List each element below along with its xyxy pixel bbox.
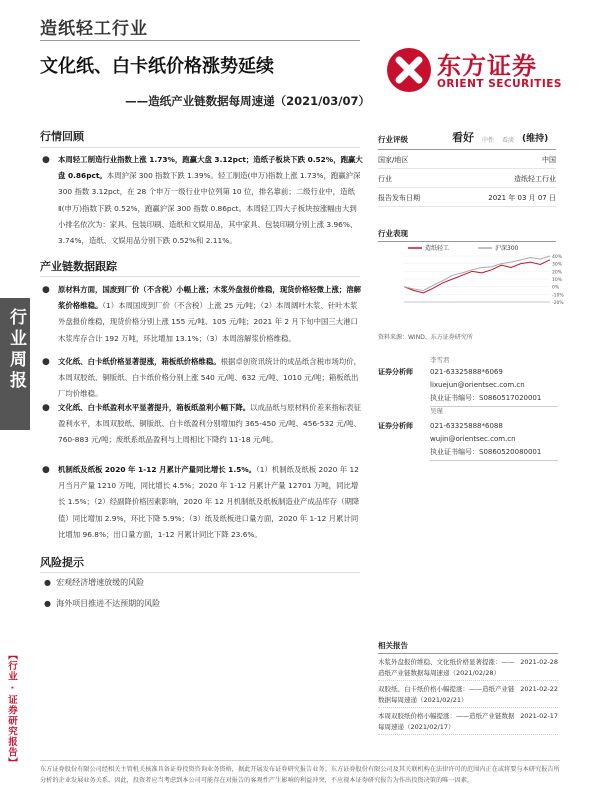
rating-status: (维持) bbox=[522, 134, 549, 144]
item-bold: 原材料方面，国废到厂价（不含税）小幅上涨；木浆外盘报价维稳，现货价格轻微上涨；溶解浆价格维稳。 bbox=[58, 285, 362, 311]
item-bold: 机制纸及纸板 2020 年 1-12 月累计产量同比增长 1.5%。 bbox=[58, 465, 257, 474]
company-logo bbox=[385, 42, 560, 102]
rating-neutral: 中性 bbox=[482, 137, 495, 144]
y-tick-label: 40% bbox=[552, 255, 563, 260]
related-reports bbox=[378, 640, 558, 735]
related-title: 相关报告 bbox=[378, 640, 558, 654]
header-divider bbox=[40, 40, 360, 41]
section-divider bbox=[40, 572, 360, 573]
y-tick-label: 10% bbox=[552, 278, 563, 283]
list-item bbox=[44, 282, 364, 347]
section-review-title: 行情回顾 bbox=[40, 130, 84, 143]
item-bold: 文化纸、白卡纸价格显著提涨，箱板纸价格维稳。 bbox=[58, 357, 221, 366]
rating-row-value: 2021 年 03 月 07 日 bbox=[488, 194, 556, 202]
rating-row-value: 造纸轻工行业 bbox=[514, 175, 556, 183]
rating-main-row bbox=[378, 128, 556, 150]
legend-label: 造纸轻工 bbox=[425, 245, 450, 252]
analyst-role: 证券分析师 bbox=[378, 422, 413, 430]
y-tick-label: -20% bbox=[552, 301, 564, 306]
risk-text: 海外项目推进不达预期的风险 bbox=[56, 599, 161, 608]
risk-text: 宏观经济增速放缓的风险 bbox=[56, 578, 145, 587]
analyst-email[interactable]: wujin@orientsec.com.cn bbox=[430, 435, 516, 444]
related-item-date: 2021-02-22 bbox=[520, 685, 558, 693]
logo-cn: 东方证券 bbox=[437, 52, 537, 80]
bullet-icon: ● bbox=[42, 465, 50, 475]
chart-source: 资料来源：WIND、东方证券研究所 bbox=[378, 334, 473, 341]
related-item-date: 2021-02-17 bbox=[520, 712, 558, 720]
bullet-icon: ● bbox=[42, 357, 50, 367]
section-divider bbox=[40, 276, 360, 277]
sidebar-report-type bbox=[0, 298, 30, 430]
rating-row bbox=[378, 169, 556, 188]
logo-en: ORIENT SECURITIES bbox=[437, 78, 562, 90]
related-item-date: 2021-02-28 bbox=[520, 658, 558, 666]
bullet-icon: ● bbox=[44, 578, 51, 587]
y-tick-label: 0% bbox=[552, 285, 560, 291]
related-item-text: 本周双胶纸价格小幅提涨：——造纸产业链数据每周速递（2021/02/17） bbox=[378, 712, 515, 731]
related-item-text: 双胶纸、白卡纸价格小幅提涨：——造纸产业链数据每周速递（2021/02/21） bbox=[378, 685, 515, 704]
review-text: 本周沪深 300 指数下跌 1.39%。轻工制造(申万)指数上涨 1.73%，跑赢沪深 300 指数 3.12pct，在 28 个申万一级行业中位列第 10 位，排名靠前；二级行业中，造纸Ⅱ(申万)指数下跌 0.52%，跑赢沪深 300 指数 0.86pct。本周轻工四大子板块按涨幅由大到小排名依次为：家具、包装印刷、造纸和文娱用品，其中家具、包装印刷分别上涨 3.96%、3.74%，造纸、文娱用品分别下跌 0.52%和 2.11%。 bbox=[58, 171, 361, 246]
rating-value: 看好 bbox=[452, 131, 474, 144]
analyst-name: 吴瑾 bbox=[430, 407, 443, 415]
list-item bbox=[44, 400, 364, 449]
rating-row-value: 中国 bbox=[542, 156, 556, 164]
industry-label: 造纸轻工行业 bbox=[40, 19, 148, 39]
section-divider bbox=[40, 147, 360, 148]
related-item[interactable] bbox=[378, 657, 558, 681]
disclaimer: 东方证券股份有限公司经相关主管机关核准具备证券投资咨询业务资格，据此开展发布证券研究报告业务。东方证券股份有限公司及其关联机构在法律许可的范围内正在或将要与本研究报告所分析的企业发展业务关系。因此，投资者应当考虑到本公司可能存在对报告的客观性产生影响的利益冲突，不应视本证券研究报告为作出投资决策的唯一因素。 bbox=[40, 766, 560, 784]
review-paragraph bbox=[44, 152, 364, 249]
rating-row bbox=[378, 150, 556, 169]
header-industry bbox=[40, 14, 360, 39]
analyst-cert: 执业证书编号：S0860520080001 bbox=[430, 446, 558, 460]
bullet-icon: ● bbox=[42, 403, 50, 413]
logo-mark-icon bbox=[385, 46, 433, 94]
item-bold: 文化纸、白卡纸盈利水平显著提升，箱板纸盈利小幅下降。 bbox=[58, 403, 251, 412]
sidebar-footer-label: 【行业 · 证券研究报告】 bbox=[6, 650, 17, 769]
y-tick-label: 20% bbox=[552, 270, 563, 276]
analyst-phone: 021-63325888*6088 bbox=[430, 422, 503, 430]
y-tick-label: 30% bbox=[552, 262, 563, 268]
rating-row-key: 报告发布日期 bbox=[378, 194, 420, 202]
section-chain-title: 产业链数据跟踪 bbox=[40, 260, 117, 273]
related-item[interactable] bbox=[378, 684, 558, 708]
sidebar-footer bbox=[0, 650, 24, 790]
analyst-block bbox=[378, 420, 558, 480]
legend-label: 沪深300 bbox=[495, 245, 519, 252]
bullet-icon: ● bbox=[42, 155, 50, 165]
rating-prev: 看淡 bbox=[502, 137, 515, 144]
analyst-name: 李雪君 bbox=[430, 356, 450, 364]
bullet-icon: ● bbox=[44, 599, 51, 608]
report-subtitle: ——造纸产业链数据每周速递（2021/03/07） bbox=[125, 94, 370, 108]
rating-panel bbox=[378, 128, 556, 207]
rating-row-key: 国家/地区 bbox=[378, 156, 409, 164]
item-text: （1）本周国废到厂价（不含税）上涨 25 元/吨；（2）本周阔叶木浆、针叶木浆外盘报价维稳，现货价格分别上涨 155 元/吨、105 元/吨；2021 年 2 月下旬中国三大港口木浆库存合计 192 万吨，环比增加 13.1%；（3）本周溶解浆价格维稳。 bbox=[58, 301, 358, 343]
rating-row-key: 行业 bbox=[378, 175, 392, 183]
bullet-icon: ● bbox=[42, 285, 50, 295]
list-item bbox=[44, 354, 364, 403]
item-text: （1）机制纸及纸板 2020 年 12 月当月产量 1210 万吨，同比增长 4.5%；2020 年 1-12 月累计产量 12701 万吨，同比增长 1.5%；（2）经副降价格因素影响，2020 年 12 月机制纸及纸板制造业产成品库存（期降值）同比增加 2.9%，环比下降 5.9%；（3）纸及纸板进口量方面，2020 年 1-12 月累计同比增加 96.8%；出口量方面，1-12 月累计同比下降 23.6%。 bbox=[58, 465, 360, 539]
rating-label: 行业评级 bbox=[378, 135, 408, 144]
chart-canvas bbox=[378, 242, 564, 334]
analyst-email[interactable]: lixuejun@orientsec.com.cn bbox=[430, 381, 525, 390]
y-tick-label: -10% bbox=[552, 293, 564, 299]
report-title: 文化纸、白卡纸价格涨势延续 bbox=[40, 56, 274, 77]
chart-title: 行业表现 bbox=[378, 228, 556, 242]
list-item bbox=[44, 462, 364, 543]
risk-item bbox=[44, 598, 160, 609]
series-line bbox=[404, 260, 550, 293]
related-item[interactable] bbox=[378, 711, 558, 735]
sidebar-label: 行业周报 bbox=[6, 308, 26, 392]
analyst-cert: 执业证书编号：S0860517020001 bbox=[430, 392, 558, 406]
series-line bbox=[404, 256, 550, 291]
section-risk-title: 风险提示 bbox=[40, 556, 84, 569]
item-text: 以成品纸与原材料价差来指标表征盈利水平，本周双胶纸、铜版纸、白卡纸盈利分别增加约 365-450 元/吨、456-532 元/吨、760-883 元/吨；废纸系纸品盈利与上周相比下降约 11-18 元/吨。 bbox=[58, 403, 362, 445]
risk-item bbox=[44, 577, 144, 588]
analyst-phone: 021-63325888*6069 bbox=[430, 368, 503, 376]
analyst-role: 证券分析师 bbox=[378, 368, 413, 376]
rating-row bbox=[378, 188, 556, 207]
review-bold: 本周轻工制造行业指数上涨 1.73%，跑赢大盘 3.12pct；造纸子板块下跌 0.52%，跑赢大盘 0.86pct。 bbox=[58, 155, 363, 181]
footer-divider bbox=[40, 760, 560, 761]
item-text: 根据卓创资讯统计的成品纸含税市场均价，本周双胶纸、铜版纸、白卡纸价格分别上涨 540 元/吨、632 元/吨、1010 元/吨；箱板纸出厂均价维稳。 bbox=[58, 357, 362, 399]
industry-performance-chart bbox=[378, 228, 564, 338]
related-item-text: 木浆外盘报价维稳、文化纸价格显著提涨：——造纸产业链数据每周速递（2021/02/28） bbox=[378, 658, 515, 677]
